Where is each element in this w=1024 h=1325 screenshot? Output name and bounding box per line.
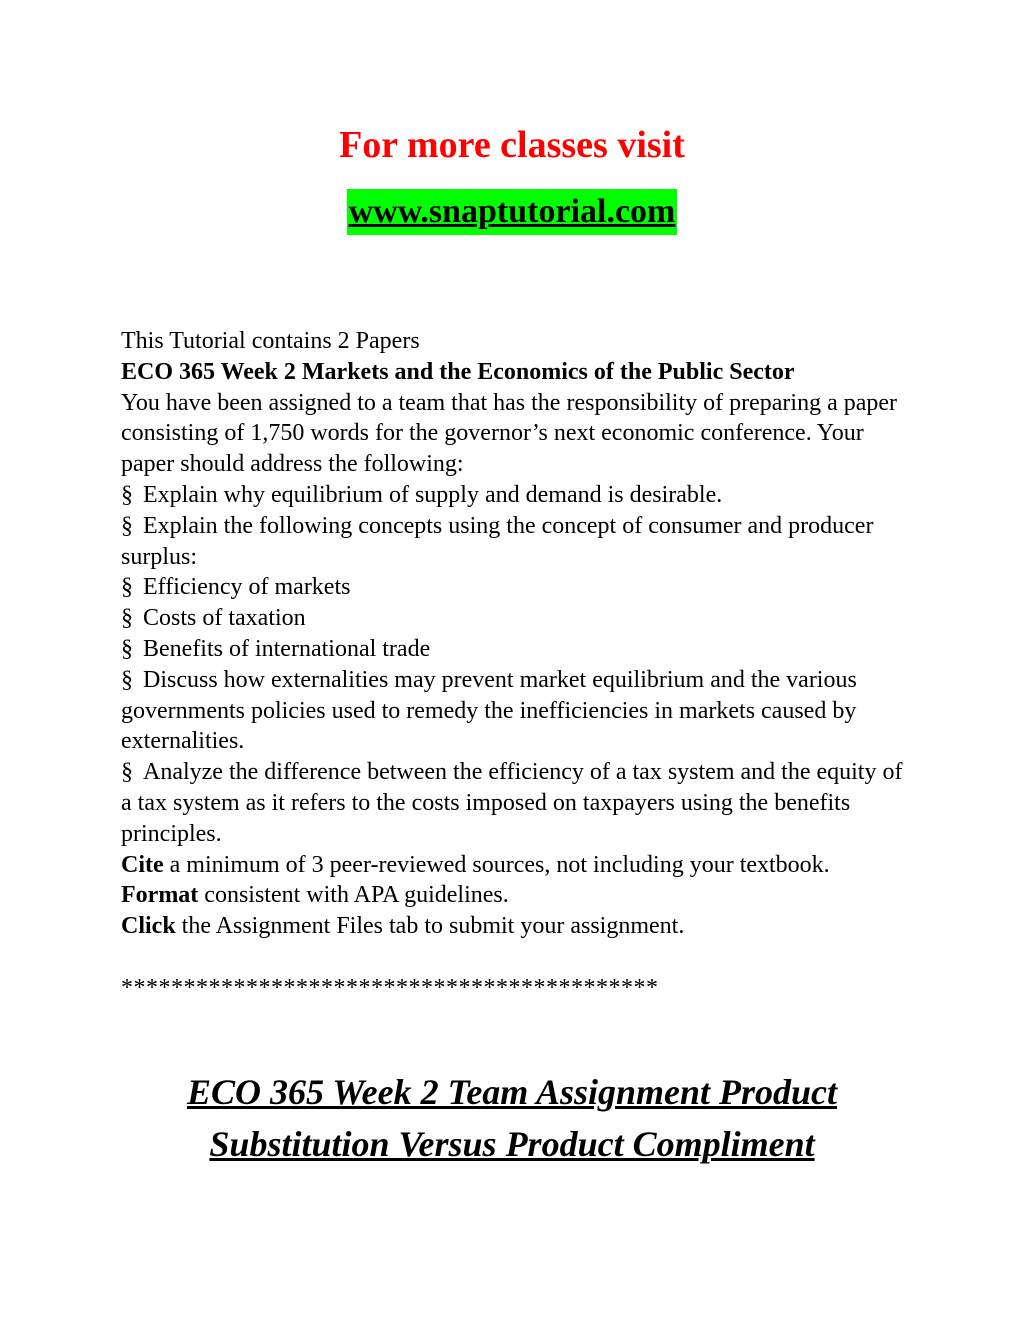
- promo-url-container: [0, 189, 1024, 235]
- list-item: § Benefits of international trade: [121, 635, 431, 662]
- list-item: § Explain the following concepts using the concept of consumer and producer surplus:: [121, 512, 874, 570]
- section-bullet-icon: §: [121, 759, 133, 786]
- section-bullet-icon: §: [121, 574, 133, 601]
- list-item: § Costs of taxation: [121, 605, 306, 632]
- paper1-description: You have been assigned to a team that has the responsibility of preparing a paper consisting of 1,750 words for the governor’s next economic conference. Your paper should address the following:: [121, 389, 898, 478]
- section-bullet-icon: §: [121, 635, 133, 662]
- cite-instruction: Cite a minimum of 3 peer-reviewed sources, not including your textbook.: [121, 851, 830, 878]
- list-item: § Efficiency of markets: [121, 574, 351, 601]
- promo-url-link[interactable]: www.snaptutorial.com: [347, 189, 678, 235]
- separator-line: *******************************************: [121, 974, 659, 1001]
- format-instruction: Format consistent with APA guidelines.: [121, 882, 509, 909]
- list-item: § Analyze the difference between the efficiency of a tax system and the equity of a tax system as it refers to the costs imposed on taxpayers using the benefits principles.: [121, 759, 903, 847]
- list-item: § Discuss how externalities may prevent market equilibrium and the various governments policies used to remedy the inefficiencies in markets caused by externalities.: [121, 666, 857, 755]
- paper2-heading-line2: Substitution Versus Product Compliment: [209, 1124, 815, 1164]
- tutorial-body: [121, 326, 911, 1004]
- section-bullet-icon: §: [121, 481, 133, 508]
- section-bullet-icon: §: [121, 605, 133, 632]
- section-bullet-icon: §: [121, 512, 133, 539]
- intro-text: This Tutorial contains 2 Papers: [121, 328, 420, 354]
- paper2-heading-line1: ECO 365 Week 2 Team Assignment Product: [186, 1072, 838, 1112]
- click-instruction: Click the Assignment Files tab to submit your assignment.: [121, 913, 685, 940]
- paper1-title: ECO 365 Week 2 Markets and the Economics of the Public Sector: [121, 358, 795, 385]
- promo-title: For more classes visit: [339, 124, 685, 166]
- paper2-heading: [0, 1066, 1024, 1170]
- list-item: § Explain why equilibrium of supply and demand is desirable.: [121, 481, 723, 508]
- section-bullet-icon: §: [121, 666, 133, 693]
